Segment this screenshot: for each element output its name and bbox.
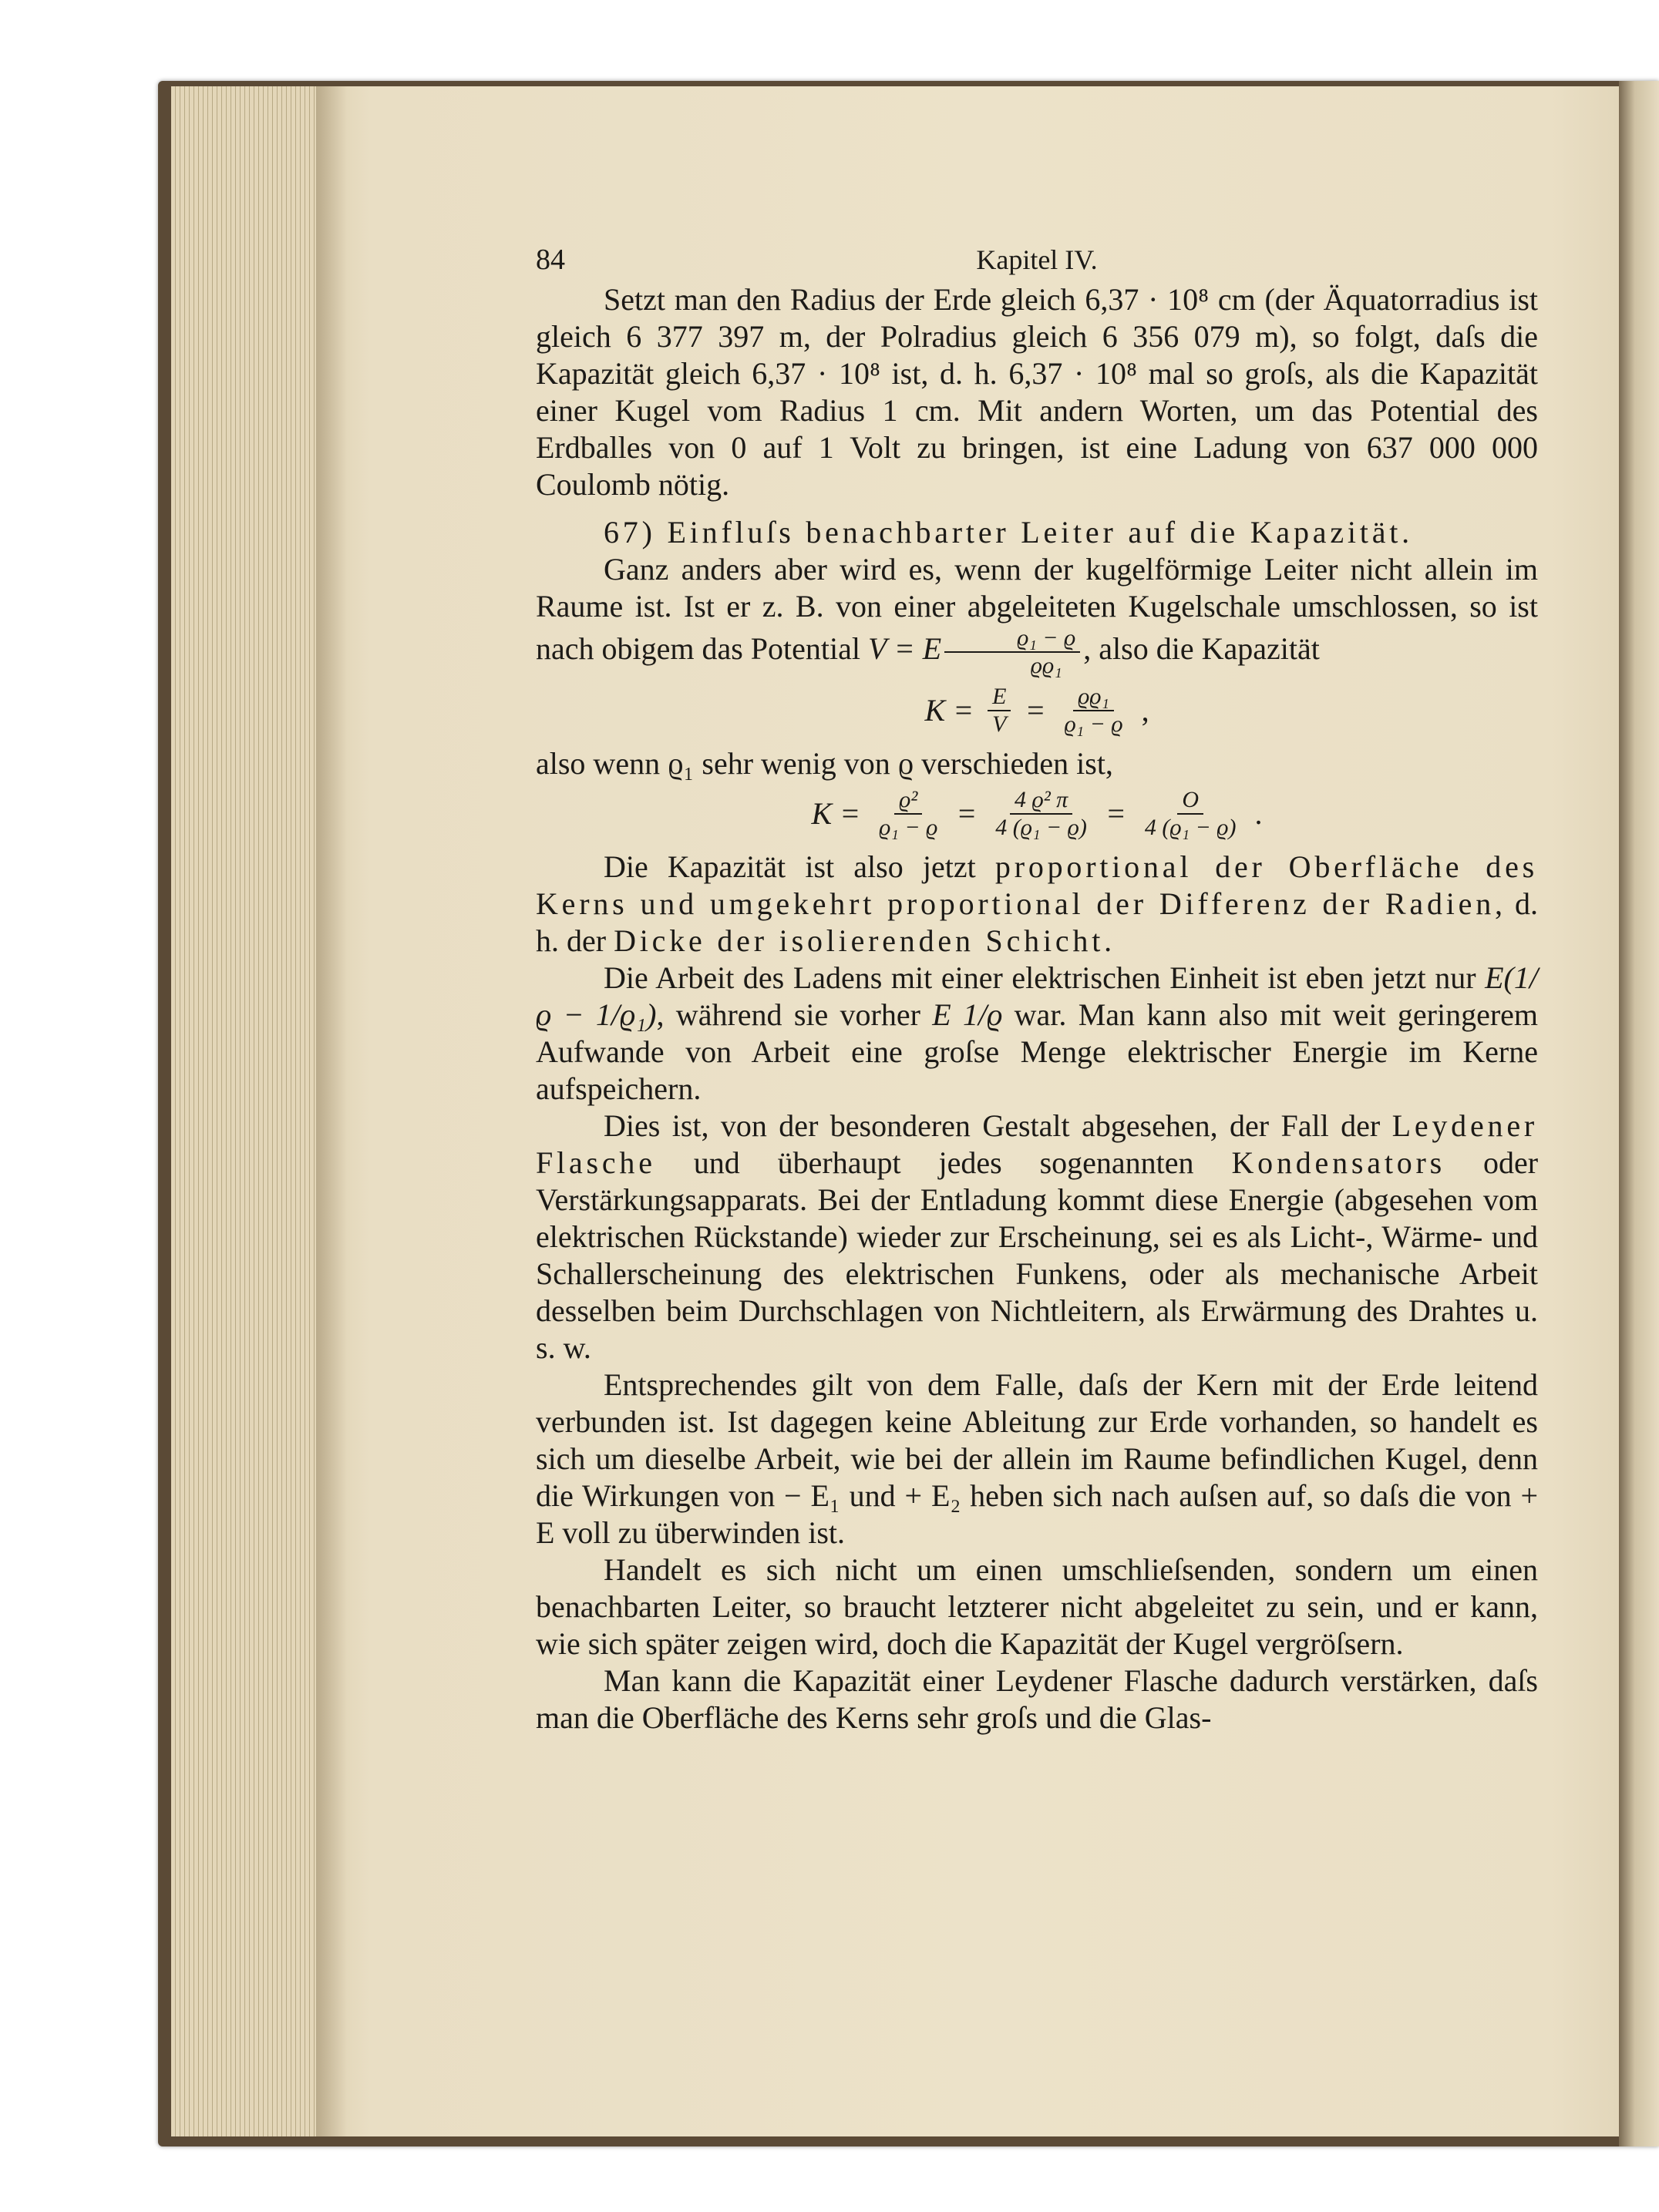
potential-formula: V = E — [868, 631, 942, 667]
potential-fraction: $\frac{\text{ϱ₁ − ϱ}}{\text{ϱϱ₁}}$ — [944, 625, 1080, 679]
chapter-title: Kapitel IV. — [976, 244, 1098, 275]
work-formula: E(1/ϱ − 1/ϱ₁) — [536, 960, 1538, 1032]
running-header — [536, 235, 1538, 281]
paragraph-3: also wenn ϱ₁ sehr wenig von ϱ verschieden ist, — [536, 746, 1113, 781]
paragraph-1: Setzt man den Radius der Erde gleich 6,37 · 10⁸ cm (der Äquatorradius ist gleich 6 377 397 m, der Polradius gleich 6 356 079 m), so folgt, daſs die Kapazität gleich 6,37 · 10⁸ ist, d. h. 6,37 · 10⁸ mal so groſs, als die Kapazität einer Kugel vom Radius 1 cm. Mit andern Worten, um das Potential des Erdballes von 0 auf 1 Volt zu bringen, ist eine Ladung von 637 000 000 Coulomb nötig. — [536, 282, 1538, 502]
paragraph-4: Die Kapazität ist also jetzt proportional der Oberfläche des Kerns und umgekehrt proportional der Differenz der Radien, d. h. der Dicke der isolierenden Schicht. — [536, 849, 1538, 958]
paragraph-6: Dies ist, von der besonderen Gestalt abgesehen, der Fall der Leydener Flasche und überhaupt jedes sogenannten Kondensators oder Verstärkungsapparats. Bei der Entladung kommt diese Energie (abgesehen vom elektrischen Rückstande) wieder zur Erscheinung, sei es als Licht-, Wärme- und Schallerscheinung des elektrischen Funkens, oder als mechanische Arbeit desselben beim Durchschlagen von Nichtleitern, als Erwärmung des Drahtes u. s. w. — [536, 1108, 1539, 1365]
paragraph-2: Ganz anders aber wird es, wenn der kugelförmige Leiter nicht allein im Raume ist. Ist er z. B. von einer abgeleiteten Kugelschale umschlossen, so ist nach obigem das Potential V = E $\frac{\text{ϱ₁ − ϱ}}{\text{ϱϱ₁}}$ , also die Kapazität — [536, 552, 1538, 678]
paragraph-5: Die Arbeit des Ladens mit einer elektrischen Einheit ist eben jetzt nur E(1/ϱ − 1/ϱ₁), während sie vorher E 1/ϱ war. Man kann also mit weit geringerem Aufwande von Arbeit eine groſse Menge elektrischer Energie im Kerne aufspeichern. — [536, 960, 1539, 1106]
section-heading-67: 67) Einfluſs benachbarter Leiter auf die Kapazität. — [604, 515, 1413, 550]
page-text — [536, 235, 1538, 1736]
previous-work-formula: E 1/ϱ — [932, 997, 1003, 1032]
paragraph-8: Handelt es sich nicht um einen umschlieſsenden, sondern um einen benachbarten Leiter, so braucht letzterer nicht abgeleitet zu sein, und er kann, wie sich später zeigen wird, doch die Kapazität der Kugel vergröſsern. — [536, 1552, 1538, 1661]
page-number: 84 — [536, 244, 565, 276]
page-edges — [171, 86, 325, 2136]
paragraph-9: Man kann die Kapazität einer Leydener Flasche dadurch verstärken, daſs man die Oberfläche des Kerns sehr groſs und die Glas- — [536, 1663, 1538, 1735]
right-page-edge — [1619, 81, 1659, 2146]
paragraph-7: Entsprechendes gilt von dem Falle, daſs der Kern mit der Erde leitend verbunden ist. Ist dagegen keine Ableitung zur Erde vorhanden, so handelt es sich um dieselbe Arbeit, wie bei der allein im Raume befindlichen Kugel, denn die Wirkungen von − E₁ und + E₂ heben sich nach auſsen auf, so daſs die von + E voll zu überwinden ist. — [536, 1367, 1538, 1550]
equation-capacity: K = $\frac{E}{V}$ = $\frac{\text{ϱϱ₁}}{\text{ϱ₁ − ϱ}}$ , — [924, 684, 1149, 737]
gutter-shadow — [316, 86, 347, 2136]
equation-capacity-approx: K = $\frac{\text{ϱ²}}{\text{ϱ₁ − ϱ}}$ = $\frac{\text{4 ϱ² π}}{\text{4 (ϱ₁ − ϱ)}}$ = $\frac{O}{\text{4 (ϱ₁ − ϱ)}}$ . — [811, 787, 1263, 840]
